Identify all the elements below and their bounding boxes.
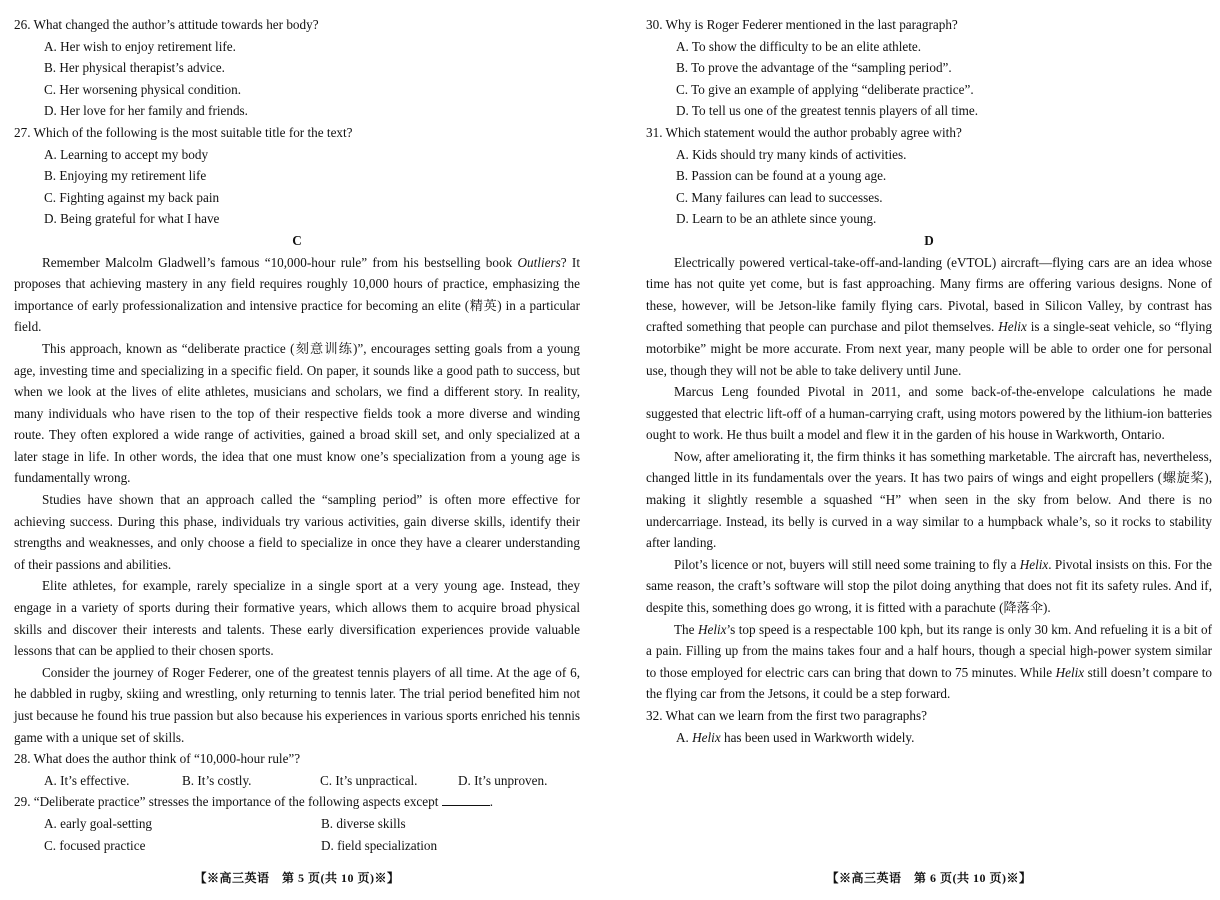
passage-d-paragraph-5: The Helix’s top speed is a respectable 100 kph, but its range is only 30 km. And refueling it is a bit of a pain. Filling up from the mains takes four and a half hours, though a special high-power system similar to those employed for electric cars can bring that down to 75 minutes. While Helix still doesn’t compare to the flying car from the Jetsons, it could be a step forward. [646, 621, 1213, 702]
question-28-options [44, 770, 580, 792]
answer-blank [442, 793, 490, 806]
question-28-stem: 28. What does the author think of “10,000-hour rule”? [14, 751, 301, 767]
question-32-stem: 32. What can we learn from the first two paragraphs? [646, 708, 927, 723]
page-6 [646, 14, 1212, 886]
passage-c-paragraph-3: Studies have shown that an approach called the “sampling period” is often more effective for achieving success. During this phase, individuals try various activities, gain diverse skills, identify their strengths and weaknesses, and only choose a field to specialize in once they have a clearer understanding of their passions and abilities. [14, 492, 580, 572]
book-title: Outliers [517, 254, 561, 270]
question-27-stem: 27. Which of the following is the most suitable title for the text? [14, 124, 353, 140]
question-30-option-c: C. To give an example of applying “deliberate practice”. [676, 81, 974, 97]
question-30-option-b: B. To prove the advantage of the “sampling period”. [676, 60, 952, 76]
question-29-option-d: D. field specialization [321, 837, 438, 853]
question-26-option-c: C. Her worsening physical condition. [44, 81, 242, 97]
question-31-option-a: A. Kids should try many kinds of activities. [676, 146, 907, 162]
question-26-option-a: A. Her wish to enjoy retirement life. [44, 38, 236, 54]
question-26-option-b: B. Her physical therapist’s advice. [44, 60, 225, 76]
question-27-option-a: A. Learning to accept my body [44, 146, 209, 162]
question-26-option-d: D. Her love for her family and friends. [44, 103, 248, 119]
passage-d-paragraph-1: Electrically powered vertical-take-off-and-landing (eVTOL) aircraft—flying cars are an idea whose time has not quite yet come, but is fast approaching. Many firms are offering various designs. None of these, however, will be Jetson-like family flying cars. Pivotal, based in Silicon Valley, by contrast has crafted something that people can purchase and pilot themselves. Helix is a single-seat vehicle, so “flying motorbike” might be more accurate. From next year, many people will be able to order one for personal use, though they will not be able to take delivery until June. [646, 254, 1212, 378]
page-footer: 【※高三英语 第 6 页(共 10 页)※】 [826, 871, 1032, 885]
question-28-option-b: B. It’s costly. [182, 772, 252, 788]
passage-d-paragraph-4: Pilot’s licence or not, buyers will still need some training to fly a Helix. Pivotal insists on this. For the same reason, the craft’s software will stop the pilot doing anything that does not fit its safety rules. And if, despite this, something does go wrong, it is fitted with a parachute (降落伞). [646, 556, 1212, 616]
question-31-option-d: D. Learn to be an athlete since young. [676, 211, 877, 227]
passage-c-paragraph-1: Remember Malcolm Gladwell’s famous “10,000-hour rule” from his bestselling book Outliers? It proposes that achieving mastery in any field requires roughly 10,000 hours of practice, emphasizing the importance of early professionalization and intensive practice for becoming an elite (精英) in a particular field. [14, 254, 580, 335]
question-28-option-c: C. It’s unpractical. [320, 772, 418, 788]
question-26-stem: 26. What changed the author’s attitude towards her body? [14, 17, 319, 32]
question-28-option-a: A. It’s effective. [44, 772, 130, 788]
question-27-option-c: C. Fighting against my back pain [44, 189, 220, 205]
passage-d-paragraph-2: Marcus Leng founded Pivotal in 2011, and some back-of-the-envelope calculations he made suggested that electric lift-off of a human-carrying craft, using motors powered by the lithium-ion batteries ought to work. He thus built a model and flew it in the garden of his house in Warkworth, Ontario. [646, 384, 1212, 443]
page-footer: 【※高三英语 第 5 页(共 10 页)※】 [194, 871, 400, 885]
question-31-option-b: B. Passion can be found at a young age. [676, 168, 887, 184]
question-28-option-d: D. It’s unproven. [458, 772, 548, 788]
question-29-options-row-1 [44, 813, 580, 835]
question-32-option-a: A. Helix has been used in Warkworth widely. [676, 729, 915, 745]
question-27-option-d: D. Being grateful for what I have [44, 211, 220, 227]
question-30-option-d: D. To tell us one of the greatest tennis players of all time. [676, 103, 979, 119]
question-29-option-c: C. focused practice [44, 837, 146, 853]
passage-c-paragraph-5: Consider the journey of Roger Federer, one of the greatest tennis players of all time. At the age of 6, he dabbled in rugby, skiing and wrestling, only returning to tennis later. The trial period benefited him not just because he found his true passion but also because his experiences in various sports enriched his tennis game with a unique set of skills. [14, 664, 580, 745]
passage-c-paragraph-2: This approach, known as “deliberate practice (刻意训练)”, encourages setting goals from a young age, investing time and specializing in a specific field. On paper, it sounds like a good path to success, but when we look at the lives of elite athletes, musicians and scholars, we find a different story. In reality, many individuals who have risen to the top of their respective fields took a more diverse and winding route. They often explored a wide range of activities, gained a broad skill set, and only specialized at a later stage in life. In other words, the idea that one must know one’s specialization from a young age is fundamentally wrong. [14, 340, 580, 486]
question-30-option-a: A. To show the difficulty to be an elite athlete. [676, 38, 922, 54]
section-d-heading: D [924, 232, 934, 248]
question-31-option-c: C. Many failures can lead to successes. [676, 189, 883, 205]
question-29-stem: 29. “Deliberate practice” stresses the importance of the following aspects except . [14, 794, 493, 810]
question-29-option-a: A. early goal-setting [44, 815, 153, 831]
page-5 [14, 14, 580, 886]
passage-d-paragraph-3: Now, after ameliorating it, the firm thinks it has something marketable. The aircraft has, nevertheless, changed little in its fundamentals over the years. It has two pairs of wings and eight propellers (螺旋桨), making it slightly resemble a squashed “H” when seen in the sky from below. And there is no undercarriage. Instead, its belly is curved in a way similar to a humpback whale’s, so it rocks to stability after landing. [646, 448, 1212, 551]
question-29-option-b: B. diverse skills [321, 815, 406, 831]
question-31-stem: 31. Which statement would the author probably agree with? [646, 124, 962, 140]
question-29-options-row-2 [44, 835, 580, 857]
passage-c-paragraph-4: Elite athletes, for example, rarely specialize in a single sport at a very young age. Instead, they engage in a variety of sports during their formative years, which allows them to acquire broad physical skills and discover their interests and talents. These early diversification experiences provide valuable lessons that can be applied to their chosen sports. [14, 578, 580, 659]
section-c-heading: C [292, 232, 302, 248]
question-27-option-b: B. Enjoying my retirement life [44, 168, 207, 184]
question-30-stem: 30. Why is Roger Federer mentioned in the last paragraph? [646, 17, 958, 32]
